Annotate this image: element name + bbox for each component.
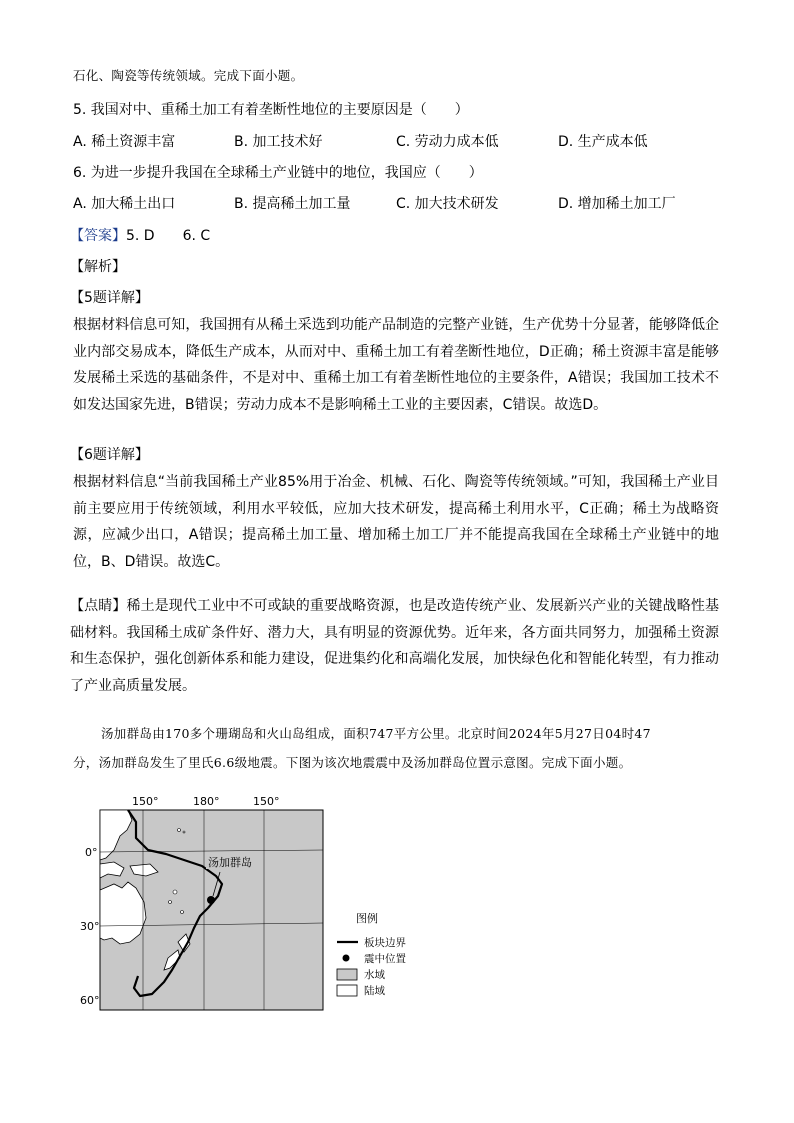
material-2-line-1: 汤加群岛由170多个珊瑚岛和火山岛组成，面积747平方公里。北京时间2024年5月27日04时47 [101, 726, 651, 741]
question-6-stem: 6. 为进一步提升我国在全球稀土产业链中的地位，我国应（ ） [73, 165, 483, 181]
lat-label-60: 60° [80, 994, 100, 1007]
analysis-label: 【解析】 [70, 259, 126, 275]
detail-5-label: 【5题详解】 [70, 290, 149, 306]
detail-6-text: 根据材料信息“当前我国稀土产业85%用于冶金、机械、石化、陶瓷等传统领域。”可知，我国稀土产业目前主要应用于传统领域，利用水平较低，应加大技术研发，提高稀土利用水平，C正确；稀土为战略资源，应减少出口，A错误；提高稀土加工量、增加稀土加工厂并不能提高我国在全球稀土产业链中的地位，B、D错误。故选C。 [73, 474, 719, 570]
tip-label: 【点睛】 [70, 598, 127, 614]
q5-option-d: D. 生产成本低 [558, 134, 648, 150]
q6-option-b: B. 提高稀土加工量 [234, 196, 351, 212]
legend-land-swatch [337, 985, 357, 996]
small-island [178, 829, 181, 832]
q6-option-d: D. 增加稀土加工厂 [558, 196, 676, 212]
lat-label-0: 0° [85, 846, 98, 859]
q5-option-a: A. 稀土资源丰富 [73, 134, 176, 150]
detail-5-text: 根据材料信息可知，我国拥有从稀土采选到功能产品制造的完整产业链，生产优势十分显著，能够降低企业内部交易成本，降低生产成本，从而对中、重稀土加工有着垄断性地位，D正确；稀土资源丰富是能够发展稀土采选的基础条件，不是对中、重稀土加工有着垄断性地位的主要条件，A错误；我国加工技术不如发达国家先进，B错误；劳动力成本不是影响稀土工业的主要因素，C错误。故选D。 [73, 317, 719, 413]
tonga-location-map [80, 792, 420, 1017]
q5-option-c: C. 劳动力成本低 [396, 134, 499, 150]
lon-label-150w: 150° [132, 795, 159, 808]
q6-option-c: C. 加大技术研发 [396, 196, 499, 212]
legend-epicenter-swatch [343, 955, 350, 962]
legend-boundary-label: 板块边界 [364, 937, 406, 949]
epicenter-marker [207, 896, 215, 904]
lon-label-150e: 150° [253, 795, 280, 808]
answer-line [70, 225, 210, 245]
legend-epicenter-label: 震中位置 [364, 953, 406, 965]
small-island [169, 901, 172, 904]
q6-option-a: A. 加大稀土出口 [73, 196, 176, 212]
legend-water-label: 水域 [364, 969, 385, 981]
tip-paragraph [70, 593, 719, 699]
small-island [181, 911, 184, 914]
legend-title: 图例 [356, 912, 378, 925]
tonga-label: 汤加群岛 [208, 856, 252, 869]
lon-label-180: 180° [193, 795, 220, 808]
material-2-line-2: 分，汤加群岛发生了里氏6.6级地震。下图为该次地震震中及汤加群岛位置示意图。完成下面小题。 [73, 755, 632, 770]
answer-text: 5. D 6. C [126, 228, 211, 244]
q5-option-b: B. 加工技术好 [234, 134, 323, 150]
material-intro-tail: 石化、陶瓷等传统领域。完成下面小题。 [73, 68, 304, 83]
small-island [183, 831, 185, 833]
small-island [173, 890, 177, 894]
legend-water-swatch [337, 969, 357, 980]
answer-label: 【答案】 [70, 228, 126, 244]
lat-label-30: 30° [80, 920, 100, 933]
question-5-stem: 5. 我国对中、重稀土加工有着垄断性地位的主要原因是（ ） [73, 102, 469, 118]
tip-text: 稀土是现代工业中不可或缺的重要战略资源，也是改造传统产业、发展新兴产业的关键战略性基础材料。我国稀土成矿条件好、潜力大，具有明显的资源优势。近年来，各方面共同努力，加强稀土资源和生态保护，强化创新体系和能力建设，促进集约化和高端化发展，加快绿色化和智能化转型，有力推动了产业高质量发展。 [70, 598, 720, 694]
detail-6-label: 【6题详解】 [70, 447, 149, 463]
legend-land-label: 陆域 [364, 985, 385, 997]
